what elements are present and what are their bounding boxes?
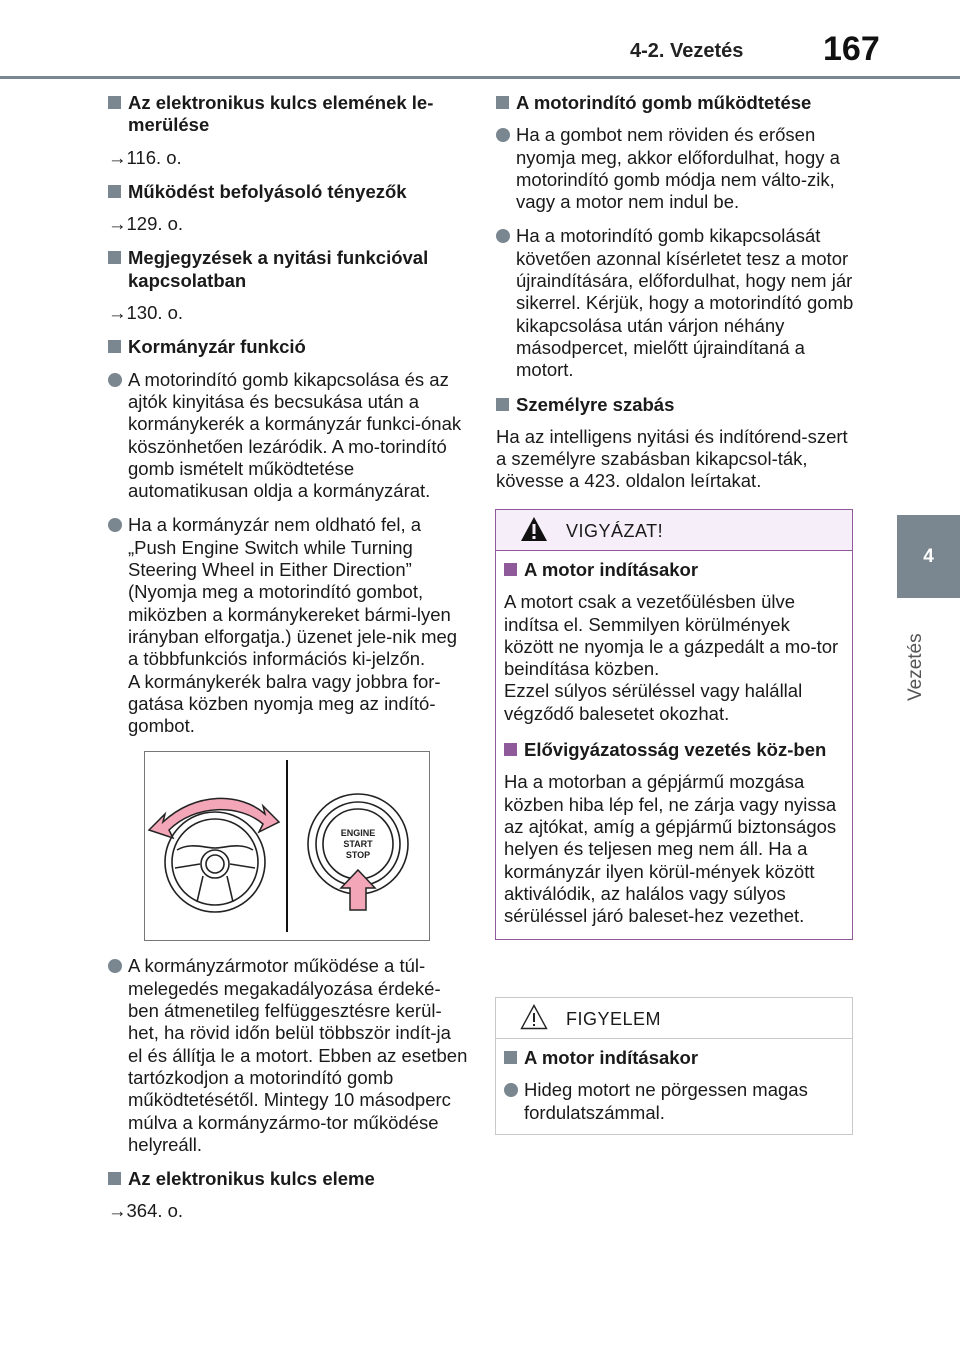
heading-key-battery-depletion: Az elektronikus kulcs elemének le-merülése — [108, 92, 468, 137]
bullet-steering-lock-2 — [108, 514, 468, 737]
warning-heading-engine-start: A motor indításakor — [504, 559, 844, 581]
page-reference: →130. o. — [108, 302, 184, 324]
warning-text-2: Ha a motorban a gépjármű mozgása közben hiba lép fel, ne zárja vagy nyissa az ajtókat, amíg a gépjármű biztonságos helyen és teljesen meg nem áll. Ha a kormányzár ilyen körül-mények között aktiválódik, az halálos vagy súlyos sérüléssel járó baleset-hez vezethet. — [504, 771, 837, 927]
heading-entry-notes: Megjegyzések a nyitási funkcióval kapcsolatban — [108, 247, 468, 292]
button-label-line2: START — [343, 839, 373, 850]
left-column — [108, 92, 468, 1235]
bullet-steering-lock-1: A motorindító gomb kikapcsolása és az ajtók kinyitása és becsukása után a kormánykerék a kormányzár funkci-ónak köszönhetően lezáródik. A mo-torindító gomb ismételt működtetése automatikusan oldja a kormányzárat. — [108, 369, 468, 503]
chapter-label: Vezetés — [905, 633, 926, 701]
customization-text: Ha az intelligens nyitási és indítórend-szert a személyre szabásban kikapcsol-ták, kövesse a 423. oldalon leírtakat. — [496, 425, 848, 492]
chapter-tab[interactable]: 4 — [897, 515, 960, 598]
right-column — [496, 92, 856, 507]
rotation-arrow-icon — [149, 799, 279, 839]
warning-header — [496, 510, 852, 551]
section-title: 4-2. Vezetés — [630, 40, 744, 62]
button-label-line3: STOP — [345, 850, 371, 861]
notice-body — [496, 1039, 852, 1134]
notice-bullet: Hideg motort ne pörgessen magas fordulatszámmal. — [504, 1079, 844, 1124]
bullet-steering-lock-3: A kormányzármotor működése a túl-melegedés megakadályozása érdeké-ben átmenetileg felfüggesztésre kerül-het, ha rövid időn belül többször indít-ja el és állítja le a motort. Ebben az esetben tartózkodjon a motorindító gomb működtetésétől. Mintegy 10 másodperc múlva a kormányzármo-tor működése helyreáll. — [108, 955, 468, 1156]
warning-heading-driving-precaution: Elővigyázatosság vezetés köz-ben — [504, 739, 844, 761]
steering-wheel-icon — [165, 812, 265, 912]
heading-steering-lock: Kormányzár funkció — [108, 336, 468, 358]
warning-triangle-icon — [520, 516, 548, 542]
header-rule — [0, 76, 960, 79]
heading-customization: Személyre szabás — [496, 394, 856, 416]
bullet-text: Ha a kormányzár nem oldható fel, a „Push Engine Switch while Turning Steering Wheel in Either Direction” (Nyomja meg a motorindító gombot, miközben a kormánykereket bármi-lyen irányban elforgatja.) üzenet jele-nik meg a többfunkciós információs ki-jelzőn. — [128, 514, 458, 670]
warning-title: VIGYÁZAT! — [566, 521, 664, 541]
button-label-line1: ENGINE — [340, 828, 376, 839]
steering-illustration — [144, 751, 430, 941]
bullet-text: A kormánykerék balra vagy jobbra for-gatása közben nyomja meg az indító-gombot. — [128, 670, 441, 737]
warning-paragraph: Ezzel súlyos sérüléssel vagy halállal végződő balesetet okozhat. — [504, 680, 803, 724]
heading-start-button-operation: A motorindító gomb működtetése — [496, 92, 856, 114]
heading-key-battery: Az elektronikus kulcs eleme — [108, 1168, 468, 1190]
warning-text-1 — [504, 591, 844, 725]
press-arrow-icon — [341, 870, 375, 910]
page-reference: →364. o. — [108, 1200, 184, 1222]
caution-triangle-icon — [520, 1004, 548, 1030]
warning-body — [496, 551, 852, 939]
warning-box — [495, 509, 853, 940]
bullet-start-button-1: Ha a gombot nem röviden és erősen nyomja meg, akkor előfordulhat, hogy a motorindító gomb módja nem válto-zik, vagy a motor nem indul be. — [496, 124, 856, 213]
bullet-start-button-2: Ha a motorindító gomb kikapcsolását követően azonnal kísérletet tesz a motor újraindítására, előfordulhat, hogy nem jár sikerrel. Kérjük, hogy a motorindító gomb kikapcsolása után várjon néhány másodpercet, mielőtt újraindítaná a motort. — [496, 225, 856, 381]
page-reference: →116. o. — [108, 146, 182, 168]
warning-paragraph: A motort csak a vezetőülésben ülve indítsa el. Semmilyen körülmények között ne nyomja le a gázpedált a mo-tor beindítása közben. — [504, 591, 839, 680]
heading-operation-factors: Működést befolyásoló tényezők — [108, 181, 468, 203]
notice-heading-engine-start: A motor indításakor — [504, 1047, 844, 1069]
page-number: 167 — [823, 30, 880, 68]
steering-wheel-and-start-button-figure — [145, 752, 429, 940]
notice-header — [496, 998, 852, 1039]
notice-title: FIGYELEM — [566, 1009, 662, 1029]
page-reference: →129. o. — [108, 213, 184, 235]
notice-box — [495, 997, 853, 1135]
